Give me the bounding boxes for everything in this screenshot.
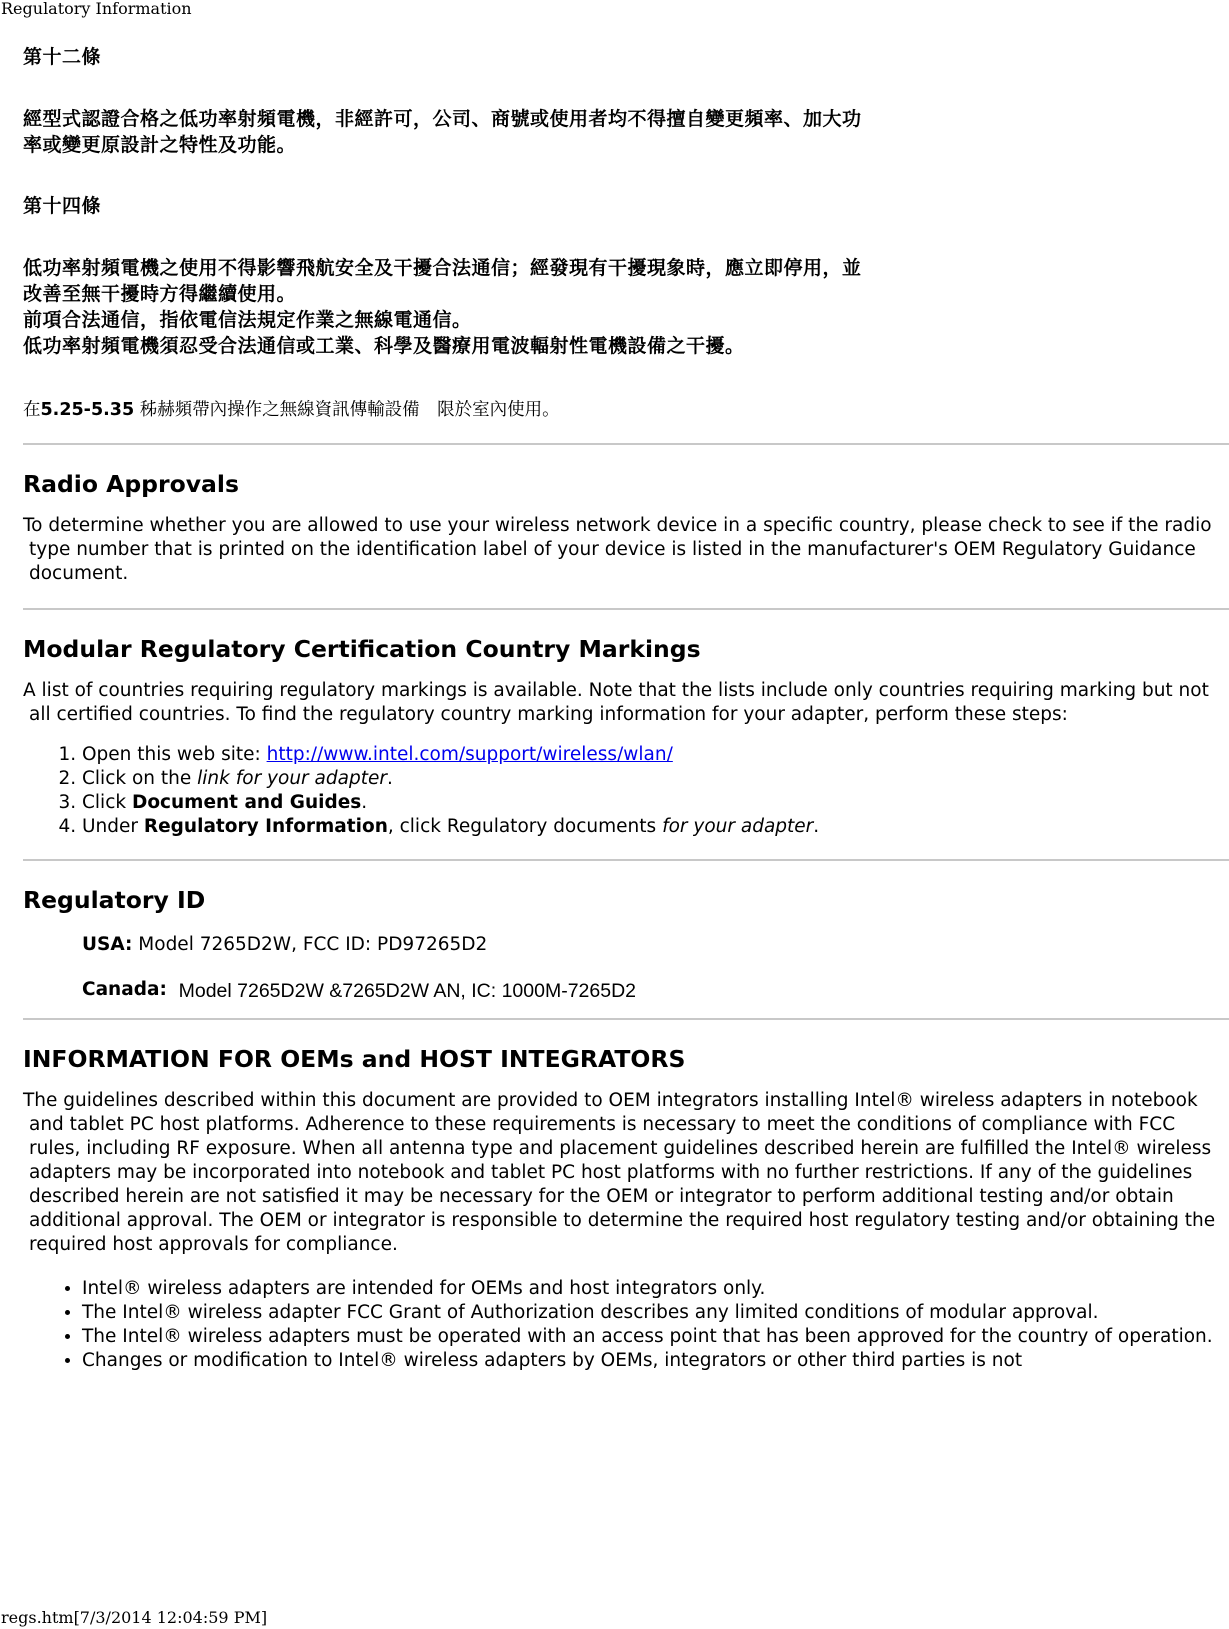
- step-item: [82, 767, 1229, 791]
- canada-regulatory-row: [23, 977, 1229, 1001]
- oem-bullet-list: [23, 1277, 1229, 1373]
- freq-suffix: 秭赫頻帶內操作之無線資訊傳輸設備 限於室內使用。: [134, 400, 560, 420]
- oem-integrators-heading: INFORMATION FOR OEMs and HOST INTEGRATORS: [23, 1045, 686, 1073]
- step-text: .: [813, 816, 820, 837]
- canada-label: Canada:: [82, 979, 167, 1000]
- taiwan-ncc-notice: [23, 44, 1229, 359]
- steps-list: [23, 743, 1229, 839]
- usa-regulatory-row: [23, 933, 1229, 957]
- article-14-line-3: 前項合法通信，指依電信法規定作業之無線電通信。: [23, 309, 472, 331]
- freq-prefix: 在: [23, 400, 41, 420]
- step-item: [82, 791, 1229, 815]
- freq-range: 5.25-5.35: [40, 400, 135, 420]
- step-text: Open this web site:: [82, 744, 267, 765]
- page-header: Regulatory Information: [1, 0, 192, 18]
- article-12-line-2: 率或變更原設計之特性及功能。: [23, 134, 297, 156]
- bullet-item: • Changes or modification to Intel® wireless adapters by OEMs, integrators or other third parties is not: [82, 1349, 1229, 1373]
- oem-integrators-text: The guidelines described within this document are provided to OEM integrators installing Intel® wireless adapters in notebook and tablet PC host platforms. Adherence to these requirements is necessary to meet the conditions of compliance with FCC rules, including RF exposure. When all antenna type and placement guidelines described herein are fulfilled the Intel® wireless adapters may be incorporated into notebook and tablet PC host platforms with no further restrictions. If any of the guidelines described herein are not satisfied it may be necessary for the OEM or integrator to perform additional testing and/or obtain additional approval. The OEM or integrator is responsible to determine the required host regulatory testing and/or obtaining the required host approvals for compliance.: [23, 1090, 1216, 1255]
- radio-approvals-text: To determine whether you are allowed to use your wireless network device in a specific country, please check to see if the radio type number that is printed on the identification label of your device is listed in the manufacturer's OEM Regulatory Guidance document.: [23, 515, 1212, 584]
- article-12-heading: 第十二條: [23, 46, 102, 68]
- page-content: [23, 44, 1229, 1373]
- step-text: Click on the: [82, 768, 198, 789]
- step-item: [82, 743, 1229, 767]
- frequency-band-notice: [23, 397, 1229, 423]
- step-bold: Regulatory Information: [143, 816, 388, 837]
- canada-value: Model 7265D2W &7265D2W AN, IC: 1000M-7265D2: [178, 980, 637, 1002]
- modular-certification-heading: Modular Regulatory Certification Country Markings: [23, 635, 701, 663]
- step-emphasis: link for your adapter: [197, 768, 387, 789]
- step-text: .: [361, 792, 368, 813]
- article-14-heading: 第十四條: [23, 195, 102, 217]
- radio-approvals-heading: Radio Approvals: [23, 470, 239, 498]
- regulatory-id-heading: Regulatory ID: [23, 886, 206, 914]
- article-14-line-4: 低功率射頻電機須忍受合法通信或工業、科學及醫療用電波輻射性電機設備之干擾。: [23, 335, 745, 357]
- step-text: .: [386, 768, 393, 789]
- step-text: Click: [82, 792, 132, 813]
- step-text: Under: [82, 816, 144, 837]
- article-14-line-1: 低功率射頻電機之使用不得影響飛航安全及干擾合法通信；經發現有干擾現象時，應立即停用，並: [23, 257, 862, 279]
- step-emphasis: for your adapter: [662, 816, 814, 837]
- bullet-item: • Intel® wireless adapters are intended for OEMs and host integrators only.: [82, 1277, 1229, 1301]
- article-14-line-2: 改善至無干擾時方得繼續使用。: [23, 283, 297, 305]
- bullet-item: • The Intel® wireless adapter FCC Grant of Authorization describes any limited conditions of modular approval.: [82, 1301, 1229, 1325]
- intel-support-link[interactable]: http://www.intel.com/support/wireless/wlan/: [266, 744, 673, 765]
- article-12-line-1: 經型式認證合格之低功率射頻電機，非經許可，公司、商號或使用者均不得擅自變更頻率、加大功: [23, 108, 862, 130]
- page-footer: regs.htm[7/3/2014 12:04:59 PM]: [1, 1608, 268, 1627]
- step-item: [82, 815, 1229, 839]
- bullet-item: • The Intel® wireless adapters must be operated with an access point that has been approved for the country of operation.: [82, 1325, 1229, 1349]
- step-text: , click Regulatory documents: [387, 816, 663, 837]
- modular-certification-text: A list of countries requiring regulatory markings is available. Note that the lists include only countries requiring marking but not all certified countries. To find the regulatory country marking information for your adapter, perform these steps:: [23, 680, 1209, 725]
- step-bold: Document and Guides: [131, 792, 362, 813]
- usa-value: Model 7265D2W, FCC ID: PD97265D2: [132, 934, 488, 955]
- usa-label: USA:: [82, 934, 133, 955]
